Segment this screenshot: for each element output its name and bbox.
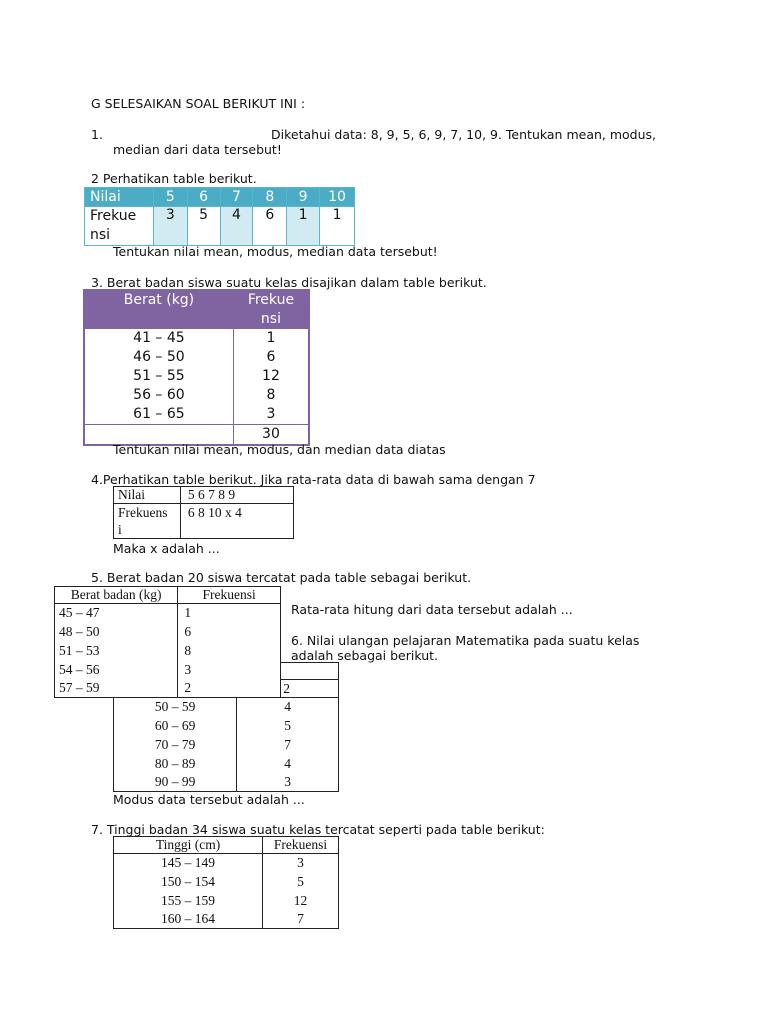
q7-range-cell: 155 – 159 xyxy=(114,892,263,911)
q2-cell: 6 xyxy=(253,207,287,246)
worksheet-heading: G SELESAIKAN SOAL BERIKUT INI : xyxy=(91,96,306,111)
table-row xyxy=(114,873,339,892)
q6-frequency-cell: 4 xyxy=(237,698,339,717)
q2-header-cell: 9 xyxy=(287,188,320,207)
q2-header-cell: 6 xyxy=(187,188,220,207)
q1-text-line2: median dari data tersebut! xyxy=(113,142,282,157)
q5-range-cell: 48 – 50 xyxy=(55,623,178,642)
q2-table xyxy=(84,187,355,246)
q3-range-cell: 56 – 60 xyxy=(84,386,233,405)
q2-row-label: Frekue nsi xyxy=(85,207,154,246)
q2-task: Tentukan nilai mean, modus, median data tersebut! xyxy=(113,244,438,259)
q3-total-cell: 30 xyxy=(233,425,309,446)
q4-table xyxy=(113,486,294,539)
q6-text-line2: adalah sebagai berikut. xyxy=(291,648,439,663)
q6-frequency-cell: 5 xyxy=(237,717,339,736)
q4-row-frekuensi xyxy=(114,504,294,539)
q2-cell: 1 xyxy=(287,207,320,246)
q6-frequency-cell: 7 xyxy=(237,736,339,755)
q3-range-cell: 51 – 55 xyxy=(84,367,233,386)
q6-task: Modus data tersebut adalah ... xyxy=(113,792,305,807)
q5-intro: 5. Berat badan 20 siswa tercatat pada table sebagai berikut. xyxy=(91,570,472,585)
q3-range-cell: 41 – 45 xyxy=(84,329,233,348)
table-row xyxy=(114,755,339,774)
q5-frequency-cell: 3 xyxy=(178,661,281,680)
q3-frequency-cell: 8 xyxy=(233,386,309,405)
q3-table xyxy=(83,289,310,446)
q6-range-cell: 80 – 89 xyxy=(114,755,237,774)
q2-header-cell: 7 xyxy=(220,188,253,207)
q4-label-nilai: Nilai xyxy=(114,487,181,504)
table-row xyxy=(55,604,281,623)
q2-header-cell: 8 xyxy=(253,188,287,207)
q5-header-weight: Berat badan (kg) xyxy=(55,587,178,604)
q2-cell: 4 xyxy=(220,207,253,246)
q1-number: 1. xyxy=(91,127,103,142)
q3-range-cell: 46 – 50 xyxy=(84,348,233,367)
q2-header-cell: Nilai xyxy=(85,188,154,207)
q7-frequency-cell: 12 xyxy=(263,892,339,911)
q4-label-frekuensi: Frekuens i xyxy=(114,504,181,539)
q2-cell: 5 xyxy=(187,207,220,246)
table-row xyxy=(84,329,309,348)
q6-frequency-cell: 2 xyxy=(237,680,339,698)
q7-table xyxy=(113,836,339,929)
q6-text-line1: 6. Nilai ulangan pelajaran Matematika pada suatu kelas xyxy=(291,633,640,648)
q2-cell: 1 xyxy=(320,207,355,246)
q3-frequency-cell: 12 xyxy=(233,367,309,386)
table-row xyxy=(55,680,281,698)
q7-header-height: Tinggi (cm) xyxy=(114,837,263,854)
q6-frequency-cell: 4 xyxy=(237,755,339,774)
q7-range-cell: 160 – 164 xyxy=(114,911,263,929)
q7-frequency-cell: 5 xyxy=(263,873,339,892)
q5-range-cell: 57 – 59 xyxy=(55,680,178,698)
q4-task: Maka x adalah ... xyxy=(113,541,220,556)
q7-header-row xyxy=(114,837,339,854)
table-row xyxy=(84,386,309,405)
q5-header-row xyxy=(55,587,281,604)
table-row xyxy=(114,892,339,911)
q2-header-cell: 10 xyxy=(320,188,355,207)
q5-frequency-cell: 6 xyxy=(178,623,281,642)
q5-range-cell: 45 – 47 xyxy=(55,604,178,623)
q3-header-row xyxy=(84,290,309,329)
table-row xyxy=(114,774,339,792)
q5-range-cell: 51 – 53 xyxy=(55,642,178,661)
q3-frequency-cell: 6 xyxy=(233,348,309,367)
q6-range-cell: 60 – 69 xyxy=(114,717,237,736)
q2-intro: 2 Perhatikan table berikut. xyxy=(91,171,257,186)
q4-row-nilai xyxy=(114,487,294,504)
q5-task: Rata-rata hitung dari data tersebut adalah ... xyxy=(291,602,573,617)
q4-values-frekuensi: 6 8 10 x 4 xyxy=(180,504,293,539)
q6-range-cell: 90 – 99 xyxy=(114,774,237,792)
q5-frequency-cell: 2 xyxy=(178,680,281,698)
q3-task: Tentukan nilai mean, modus, dan median data diatas xyxy=(113,442,446,457)
q5-header-frequency: Frekuensi xyxy=(178,587,281,604)
q3-frequency-cell: 1 xyxy=(233,329,309,348)
q7-range-cell: 145 – 149 xyxy=(114,854,263,873)
table-row xyxy=(114,736,339,755)
q2-frequency-row xyxy=(85,207,355,246)
table-row xyxy=(114,854,339,873)
table-row xyxy=(114,911,339,929)
q7-intro: 7. Tinggi badan 34 siswa suatu kelas tercatat seperti pada table berikut: xyxy=(91,822,545,837)
q5-table xyxy=(54,586,281,698)
q6-frequency-cell: 3 xyxy=(237,774,339,792)
q3-header-frequency: Frekue nsi xyxy=(233,290,309,329)
q3-header-weight: Berat (kg) xyxy=(84,290,233,329)
table-row xyxy=(84,348,309,367)
q2-cell: 3 xyxy=(153,207,187,246)
q4-intro: 4.Perhatikan table berikut. Jika rata-rata data di bawah sama dengan 7 xyxy=(91,472,536,487)
q3-range-cell: 61 – 65 xyxy=(84,405,233,425)
table-row xyxy=(114,698,339,717)
q6-range-cell: 70 – 79 xyxy=(114,736,237,755)
table-row xyxy=(114,717,339,736)
q5-frequency-cell: 1 xyxy=(178,604,281,623)
q1-text-line1: Diketahui data: 8, 9, 5, 6, 9, 7, 10, 9. Tentukan mean, modus, xyxy=(271,127,657,142)
q6-range-cell: 50 – 59 xyxy=(114,698,237,717)
q2-header-row xyxy=(85,188,355,207)
table-row xyxy=(55,642,281,661)
table-row xyxy=(84,367,309,386)
q4-values-nilai: 5 6 7 8 9 xyxy=(180,487,293,504)
q7-frequency-cell: 3 xyxy=(263,854,339,873)
q7-range-cell: 150 – 154 xyxy=(114,873,263,892)
table-row xyxy=(55,661,281,680)
q5-frequency-cell: 8 xyxy=(178,642,281,661)
q7-header-frequency: Frekuensi xyxy=(263,837,339,854)
q7-frequency-cell: 7 xyxy=(263,911,339,929)
table-row xyxy=(84,405,309,425)
q2-header-cell: 5 xyxy=(153,188,187,207)
q3-intro: 3. Berat badan siswa suatu kelas disajikan dalam table berikut. xyxy=(91,275,487,290)
q5-range-cell: 54 – 56 xyxy=(55,661,178,680)
table-row xyxy=(55,623,281,642)
q3-frequency-cell: 3 xyxy=(233,405,309,425)
